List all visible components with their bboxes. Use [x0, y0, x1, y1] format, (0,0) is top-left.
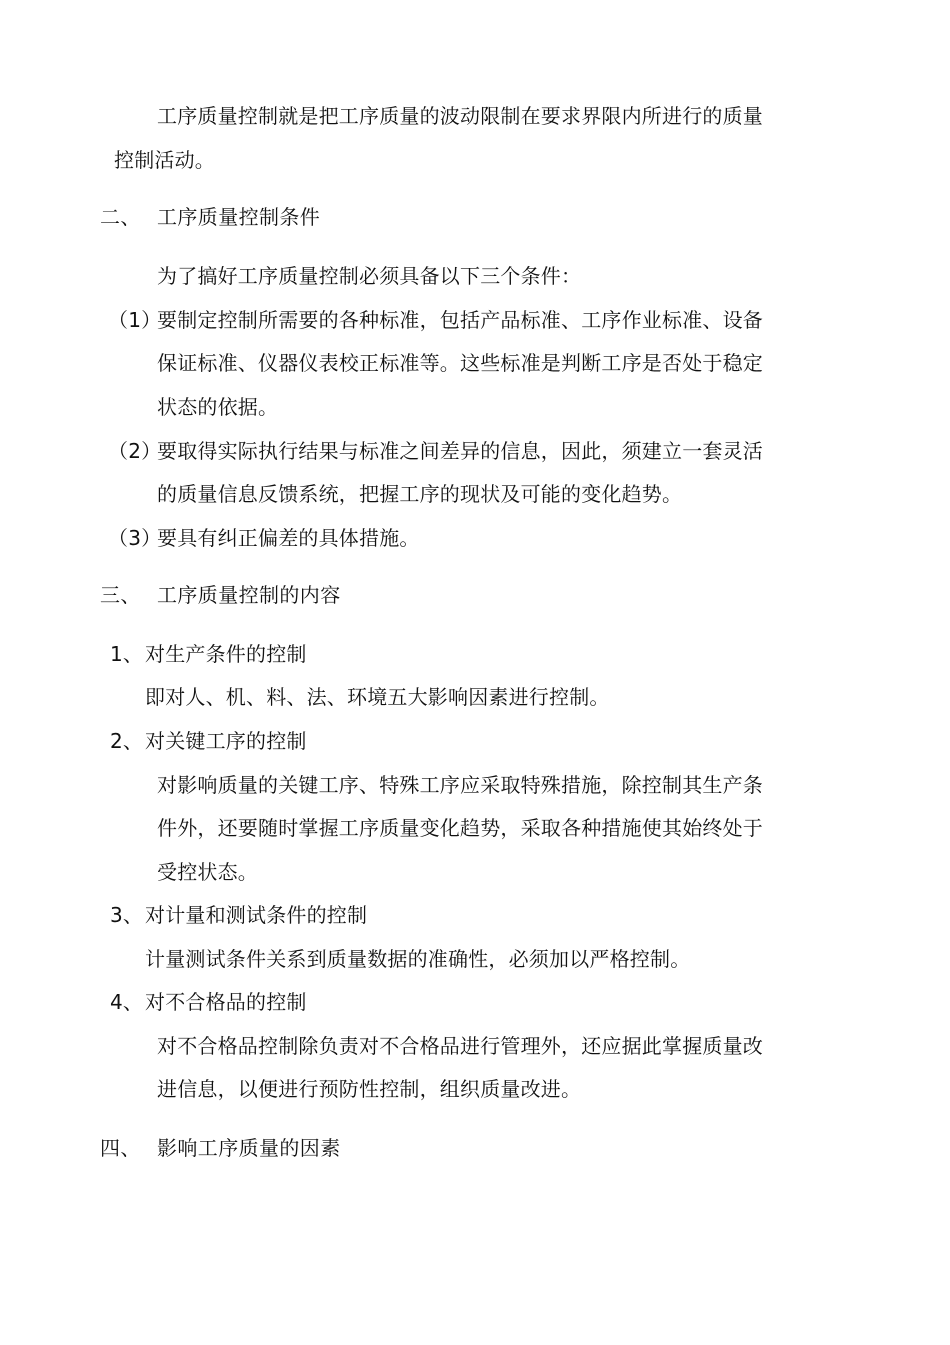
section-3-number: 三、 — [100, 583, 141, 607]
section-3-title: 工序质量控制的内容 — [157, 583, 341, 607]
content-3-title: 对计量和测试条件的控制 — [145, 903, 368, 927]
content-4-title: 对不合格品的控制 — [145, 990, 307, 1014]
content-2-title: 对关键工序的控制 — [145, 729, 307, 753]
condition-1-line-3: 状态的依据。 — [157, 395, 279, 419]
intro-line-1: 工序质量控制就是把工序质量的波动限制在要求界限内所进行的质量 — [157, 104, 763, 128]
content-4-line-1: 对不合格品控制除负责对不合格品进行管理外，还应据此掌握质量改 — [157, 1034, 763, 1058]
content-2-line-3: 受控状态。 — [157, 860, 258, 884]
section-4-title: 影响工序质量的因素 — [157, 1136, 341, 1160]
condition-2-line-1: 要取得实际执行结果与标准之间差异的信息，因此，须建立一套灵活 — [157, 439, 763, 463]
condition-1-line-2: 保证标准、仪器仪表校正标准等。这些标准是判断工序是否处于稳定 — [157, 351, 763, 375]
condition-3-line-1: 要具有纠正偏差的具体措施。 — [157, 526, 420, 550]
content-3-marker: 3、 — [110, 903, 144, 927]
condition-1-marker: （1） — [108, 308, 162, 332]
condition-2-line-2: 的质量信息反馈系统，把握工序的现状及可能的变化趋势。 — [157, 482, 683, 506]
section-2-title: 工序质量控制条件 — [157, 205, 321, 229]
content-4-marker: 4、 — [110, 990, 144, 1014]
content-2-line-2: 件外，还要随时掌握工序质量变化趋势，采取各种措施使其始终处于 — [157, 816, 763, 840]
section-2-lead: 为了搞好工序质量控制必须具备以下三个条件： — [157, 264, 582, 288]
condition-3-marker: （3） — [108, 526, 162, 550]
intro-line-2: 控制活动。 — [114, 148, 215, 172]
condition-2-marker: （2） — [108, 439, 162, 463]
section-2-number: 二、 — [100, 205, 141, 229]
content-2-marker: 2、 — [110, 729, 144, 753]
content-1-line-1: 即对人、机、料、法、环境五大影响因素进行控制。 — [145, 685, 610, 709]
content-1-title: 对生产条件的控制 — [145, 642, 307, 666]
content-4-line-2: 进信息，以便进行预防性控制，组织质量改进。 — [157, 1077, 582, 1101]
content-3-line-1: 计量测试条件关系到质量数据的准确性，必须加以严格控制。 — [145, 947, 691, 971]
condition-1-line-1: 要制定控制所需要的各种标准，包括产品标准、工序作业标准、设备 — [157, 308, 763, 332]
content-1-marker: 1、 — [110, 642, 144, 666]
section-4-number: 四、 — [100, 1136, 141, 1160]
content-2-line-1: 对影响质量的关键工序、特殊工序应采取特殊措施，除控制其生产条 — [157, 773, 763, 797]
